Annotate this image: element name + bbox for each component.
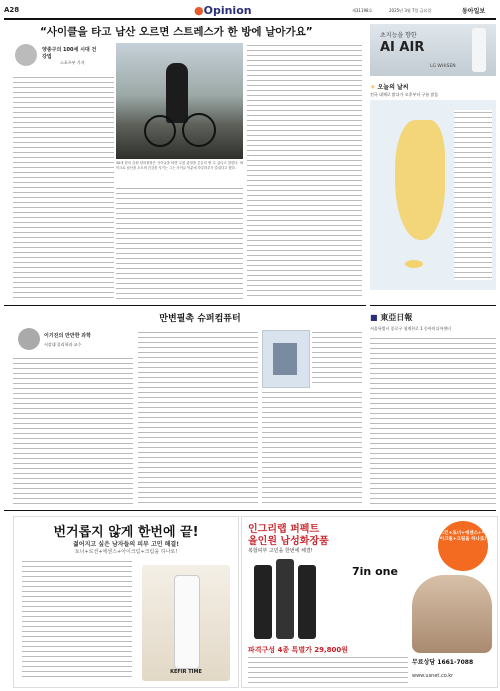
ad-7inone-price: 파격구성 4종 특별가 29,800원 xyxy=(248,646,349,654)
ad-7inone-badge: 스킨+토너+에센스+아이크림+크림을 하나로! xyxy=(438,521,488,571)
korea-peninsula xyxy=(395,120,445,240)
weather-title: ☀ 오늘의 날씨 xyxy=(370,84,409,91)
header-rule xyxy=(4,18,496,20)
author2-photo xyxy=(18,328,40,350)
section-logo: ●Opinion xyxy=(194,4,252,17)
masthead-logo-icon: ■ xyxy=(370,313,378,322)
ad-7inone-phone[interactable]: 무료상담 1661-7088 xyxy=(412,659,474,666)
ad-brand: LG WHISEN xyxy=(430,64,456,69)
weather-table xyxy=(454,110,492,280)
weather-subtitle: 전국 대체로 맑다가 오후부터 구름 많음 xyxy=(370,92,439,97)
column2-illustration xyxy=(262,330,310,388)
column2-headline: 만변필촉 슈퍼컴퓨터 xyxy=(159,314,241,324)
author2-role: 서강대 물리학과 교수 xyxy=(44,342,82,347)
ad-7inone-headline2: 올인원 남성화장품 xyxy=(248,536,329,547)
ad-kefir-headline: 번거롭지 않게 한번에 끝! xyxy=(53,525,199,540)
ad-kefir-sub: 젊어지고 싶은 남자들의 피부 고민 해결! xyxy=(73,541,179,548)
supercomputer-icon xyxy=(273,343,297,375)
ad-ai-air[interactable] xyxy=(370,24,496,76)
ad-7inone-bottles xyxy=(250,559,350,641)
ad-7inone[interactable] xyxy=(241,516,498,688)
column2-body-3 xyxy=(262,390,362,506)
ad-7inone-url[interactable]: www.usnet.co.kr xyxy=(412,673,454,679)
column1-body-1 xyxy=(13,75,114,300)
column2-body-2 xyxy=(138,330,258,506)
masthead-info: 서울특별시 종로구 청계천로 1 동아미디어센터 xyxy=(370,326,452,331)
masthead-box xyxy=(370,305,496,507)
bike-wheel-front xyxy=(182,113,216,147)
ad-kefir-body xyxy=(22,559,132,681)
ad-7inone-headline: 인그리랩 퍼펙트 xyxy=(248,524,320,535)
ad-kefir-bottle xyxy=(174,575,200,669)
author-photo xyxy=(15,44,37,66)
bottle-3 xyxy=(298,565,316,639)
ad-kefir[interactable] xyxy=(13,516,239,688)
column2-side-text xyxy=(312,330,362,386)
ad-device xyxy=(472,28,486,72)
bike-wheel-rear xyxy=(144,115,176,147)
paper-name: 동아일보 xyxy=(462,8,486,15)
bottle-1 xyxy=(254,565,272,639)
ad-divider xyxy=(4,510,496,511)
column1-photo xyxy=(116,43,243,159)
masthead-name: ■ 東亞日報 xyxy=(370,313,413,322)
jeju-island xyxy=(405,260,423,268)
weather-map xyxy=(370,100,496,290)
ad-tagline: 초지능을 향한 xyxy=(380,32,417,39)
ad-7inone-sub: 복합피부 고민을 한번에 해결! xyxy=(248,548,313,554)
column1-body-2 xyxy=(116,186,243,300)
author2-name: 이기진의 만만한 과학 xyxy=(44,333,91,339)
photo-caption: 50대 한의 강원 한의원장은 사이클을 타면 무릎 관절을 튼튼히 할 수 있다고 말한다. 바이크로 남산을 오르며 건강을 지키는 그는 사이클 덕분에 하루하루가 즐겁다고 했다. xyxy=(116,161,243,170)
author-name: 양종구의 100세 시대 건강법 xyxy=(42,47,97,60)
column2-body-1 xyxy=(13,356,133,506)
ad-product: AI AIR xyxy=(380,40,425,55)
ad-kefir-sub2: 토너+로션+에센스+아이크림+크림을 하나로! xyxy=(74,549,178,555)
column1-body-3 xyxy=(247,43,362,300)
bottle-2 xyxy=(276,559,294,639)
column1-headline: “사이클을 타고 남산 오르면 스트레스가 한 방에 날아가요” xyxy=(40,26,313,38)
author-role: 스포츠부 기자 xyxy=(60,60,85,65)
page-number: A28 xyxy=(4,6,20,14)
section-divider xyxy=(4,305,366,306)
ad-7inone-model xyxy=(412,575,492,653)
ad-7inone-product: 7in one xyxy=(352,565,398,578)
ad-kefir-product xyxy=(142,565,230,681)
ad-kefir-brand: KEFIR TIME xyxy=(170,669,202,675)
masthead-details xyxy=(370,336,496,504)
issue-number: 제31198호 xyxy=(352,8,373,13)
date-line: 2025년 3월 7일 금요일 xyxy=(389,8,432,13)
ad-7inone-body xyxy=(248,655,408,683)
sun-icon: ☀ xyxy=(370,84,376,91)
cyclist-figure xyxy=(166,63,188,123)
